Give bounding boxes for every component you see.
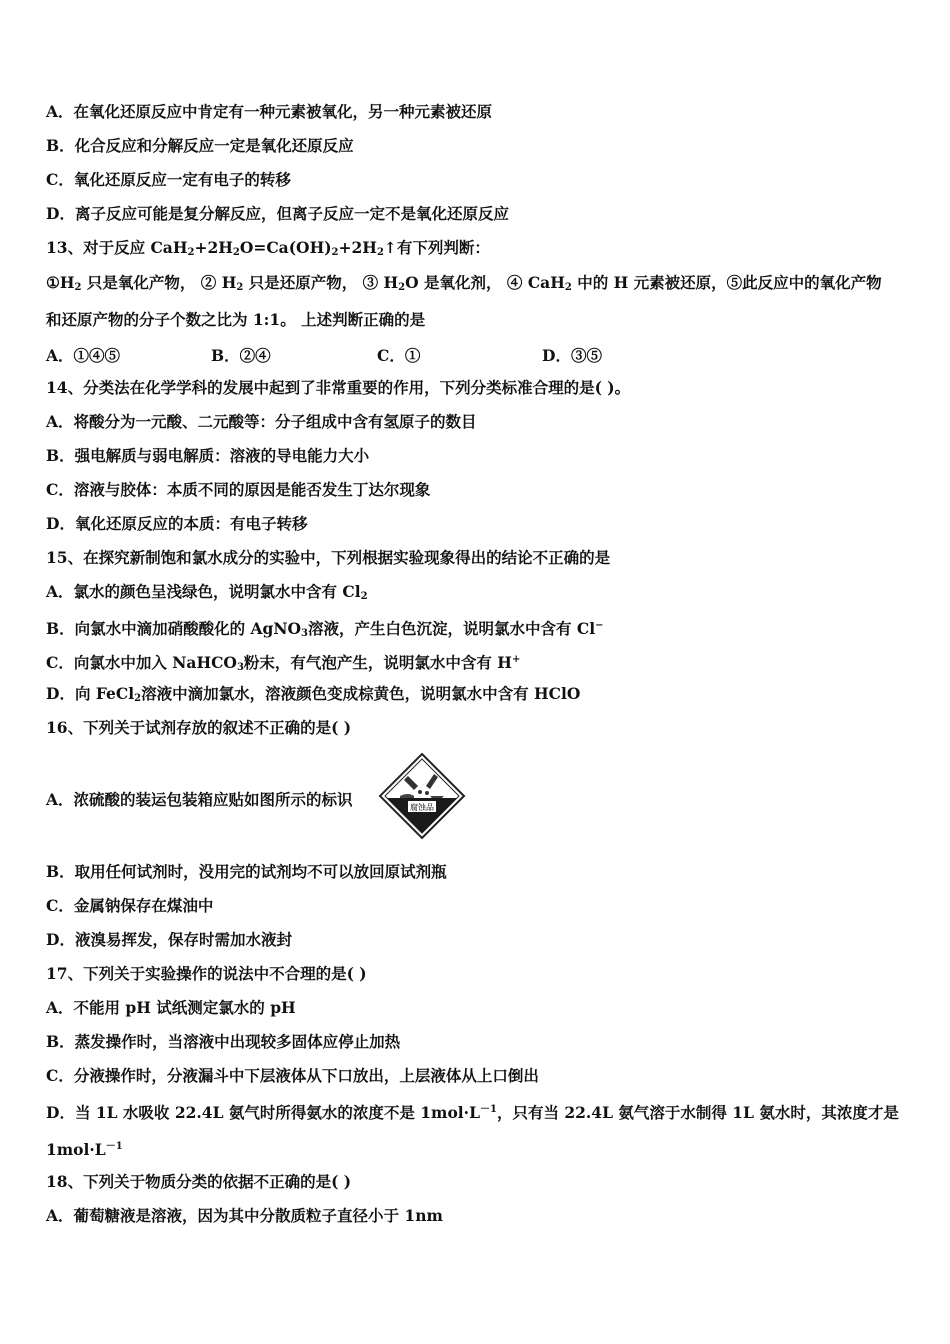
q15-option-b: B．向氯水中滴加硝酸酸化的 AgNO$_3$溶液，产生白色沉淀，说明氯水中含有 Cl− [46,619,604,639]
q17-option-c: C．分液操作时，分液漏斗中下层液体从下口放出，上层液体从上口倒出 [46,1066,539,1085]
q15-option-a: A．氯水的颜色呈浅绿色，说明氯水中含有 $Cl_2$ [46,582,368,602]
q16-option-b: B．取用任何试剂时，没用完的试剂均不可以放回原试剂瓶 [46,862,447,881]
q16-stem: 16、下列关于试剂存放的叙述不正确的是( ) [46,718,352,737]
q13-option-c: C．① [377,346,421,365]
q14-option-b: B．强电解质与弱电解质：溶液的导电能力大小 [46,446,370,465]
q17-option-b: B．蒸发操作时，当溶液中出现较多固体应停止加热 [46,1032,401,1051]
q12-option-c: C．氧化还原反应一定有电子的转移 [46,170,291,189]
q17-option-a: A．不能用 pH 试纸测定氯水的 pH [46,998,296,1017]
q13-stem: 13、对于反应 $CaH_2+2H_2O=Ca(OH)_2+2H_2↑$有下列判断： [46,238,490,258]
corrosive-hazard-icon [378,752,466,840]
q14-option-d: D．氧化还原反应的本质：有电子转移 [46,514,308,533]
q15-option-d: D．向 FeCl$_2$溶液中滴加氯水，溶液颜色变成棕黄色，说明氯水中含有 HClO [46,684,581,704]
q13-option-b: B．②④ [211,346,271,365]
q17-option-d: D．当 1L 水吸收 22.4L 氨气时所得氨水的浓度不是 $1mol\cdot L^{-1}$，只有当 22.4L 氨气溶于水制得 1L 氨水时，其浓度才是 [46,1103,899,1122]
q14-stem: 14、分类法在化学学科的发展中起到了非常重要的作用，下列分类标准合理的是( )。 [46,378,631,397]
q13-stem-line2: 和还原产物的分子个数之比为 1:1。 上述判断正确的是 [46,310,426,329]
q17-option-d-line2: $1mol\cdot L^{-1}$ [46,1140,123,1159]
q12-option-a: A．在氧化还原反应中肯定有一种元素被氧化，另一种元素被还原 [46,102,493,121]
q18-stem: 18、下列关于物质分类的依据不正确的是( ) [46,1172,352,1191]
q12-option-b: B．化合反应和分解反应一定是氧化还原反应 [46,136,354,155]
q12-option-d: D．离子反应可能是复分解反应，但离子反应一定不是氧化还原反应 [46,204,509,223]
hazard-label: 腐蚀品 [410,803,434,812]
q13-option-a: A．①④⑤ [46,346,121,365]
q15-option-c: C．向氯水中加入 NaHCO$_3$粉末，有气泡产生，说明氯水中含有 H+ [46,653,521,673]
q16-option-d: D．液溴易挥发，保存时需加水液封 [46,930,292,949]
q16-option-c: C．金属钠保存在煤油中 [46,896,214,915]
q14-option-c: C．溶液与胶体：本质不同的原因是能否发生丁达尔现象 [46,480,431,499]
q13-statements: $①H_2$ 只是氧化产物， ② $H_2$ 只是还原产物， ③ $H_2O$ 是氧化剂， ④ CaH$_2$ 中的 H 元素被还原，⑤此反应中的氧化产物 [46,273,882,293]
q13-option-d: D．③⑤ [542,346,602,365]
q13-options [46,344,926,364]
q14-option-a: A．将酸分为一元酸、二元酸等：分子组成中含有氢原子的数目 [46,412,477,431]
q17-stem: 17、下列关于实验操作的说法中不合理的是( ) [46,964,367,983]
q15-stem: 15、在探究新制饱和氯水成分的实验中，下列根据实验现象得出的结论不正确的是 [46,548,611,567]
q18-option-a: A．葡萄糖液是溶液，因为其中分散质粒子直径小于 1nm [46,1206,443,1225]
q16-option-a: A．浓硫酸的装运包装箱应贴如图所示的标识 [46,790,353,809]
